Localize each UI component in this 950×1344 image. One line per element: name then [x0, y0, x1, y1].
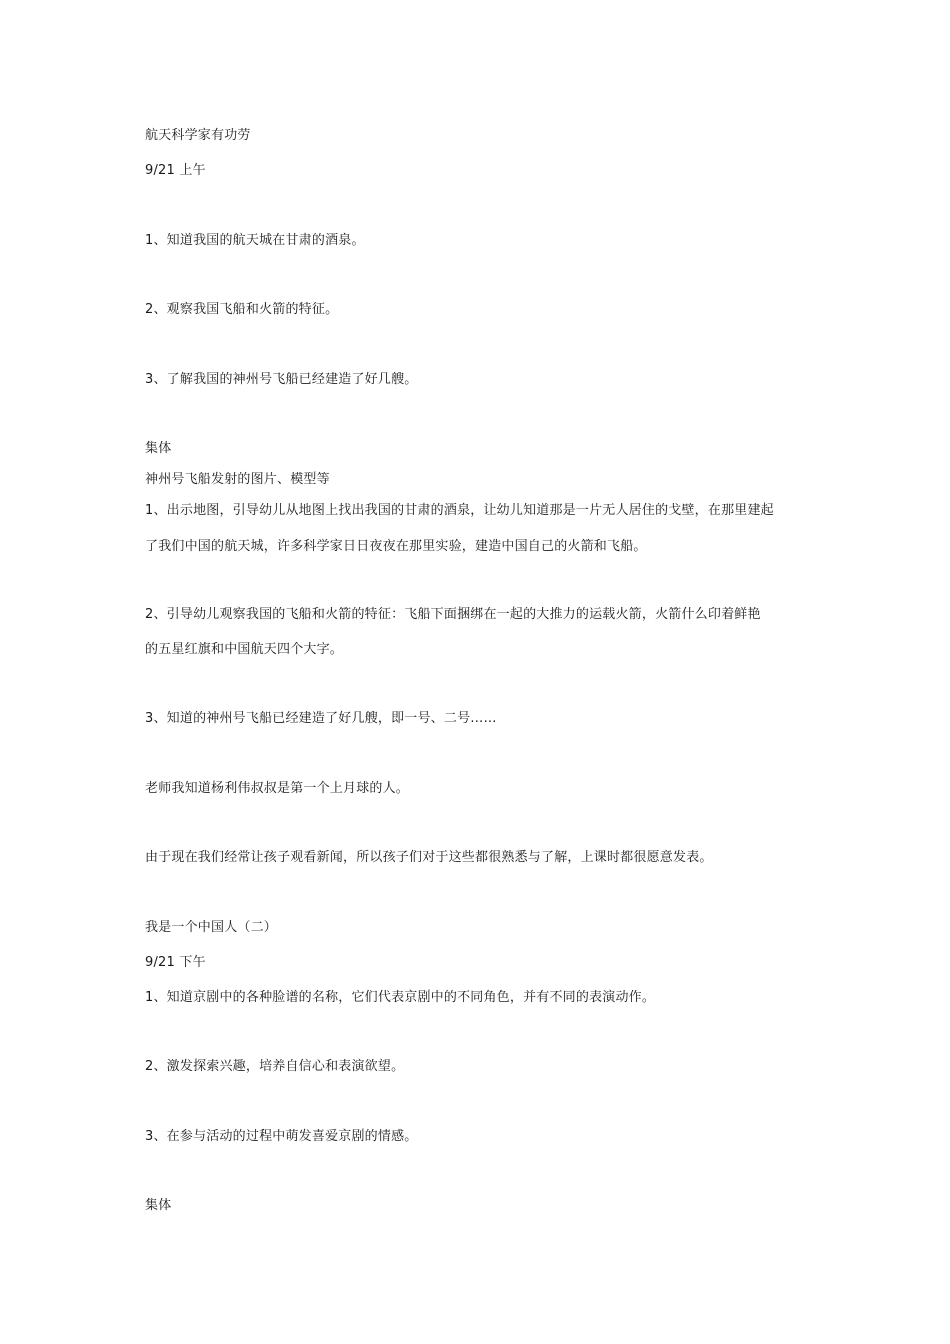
lesson1-goal-2: 2、观察我国飞船和火箭的特征。	[145, 302, 339, 317]
lesson1-goal-1: 1、知道我国的航天城在甘肃的酒泉。	[145, 233, 365, 248]
lesson1-process-2-line1: 2、引导幼儿观察我国的飞船和火箭的特征：飞船下面捆绑在一起的大推力的运载火箭，火箭什么印着鲜艳	[145, 607, 761, 622]
lesson1-form: 集体	[145, 441, 172, 456]
lesson1-title: 航天科学家有功劳	[145, 128, 251, 143]
lesson2-goal-1: 1、知道京剧中的各种脸谱的名称，它们代表京剧中的不同角色，并有不同的表演动作。	[145, 990, 656, 1005]
lesson1-materials: 神州号飞船发射的图片、模型等	[145, 472, 330, 487]
lesson1-process-1-line1: 1、出示地图，引导幼儿从地图上找出我国的甘肃的酒泉，让幼儿知道那是一片无人居住的戈壁，在那里建起	[145, 503, 774, 518]
lesson2-title: 我是一个中国人（二）	[145, 920, 278, 935]
lesson2-goal-3: 3、在参与活动的过程中萌发喜爱京剧的情感。	[145, 1129, 418, 1144]
lesson2-time: 9/21 下午	[145, 955, 206, 970]
lesson1-process-2-line2: 的五星红旗和中国航天四个大字。	[145, 642, 344, 657]
lesson1-process-3: 3、知道的神州号飞船已经建造了好几艘，即一号、二号……	[145, 711, 497, 726]
lesson1-time: 9/21 上午	[145, 163, 206, 178]
lesson2-form: 集体	[145, 1198, 172, 1213]
lesson1-goal-3: 3、了解我国的神州号飞船已经建造了好几艘。	[145, 372, 418, 387]
lesson1-quote: 老师我知道杨利伟叔叔是第一个上月球的人。	[145, 781, 410, 796]
lesson1-process-1-line2: 了我们中国的航天城，许多科学家日日夜夜在那里实验，建造中国自己的火箭和飞船。	[145, 539, 647, 554]
lesson1-reflection: 由于现在我们经常让孩子观看新闻，所以孩子们对于这些都很熟悉与了解，上课时都很愿意发表。	[145, 850, 713, 865]
lesson2-goal-2: 2、激发探索兴趣，培养自信心和表演欲望。	[145, 1059, 405, 1074]
